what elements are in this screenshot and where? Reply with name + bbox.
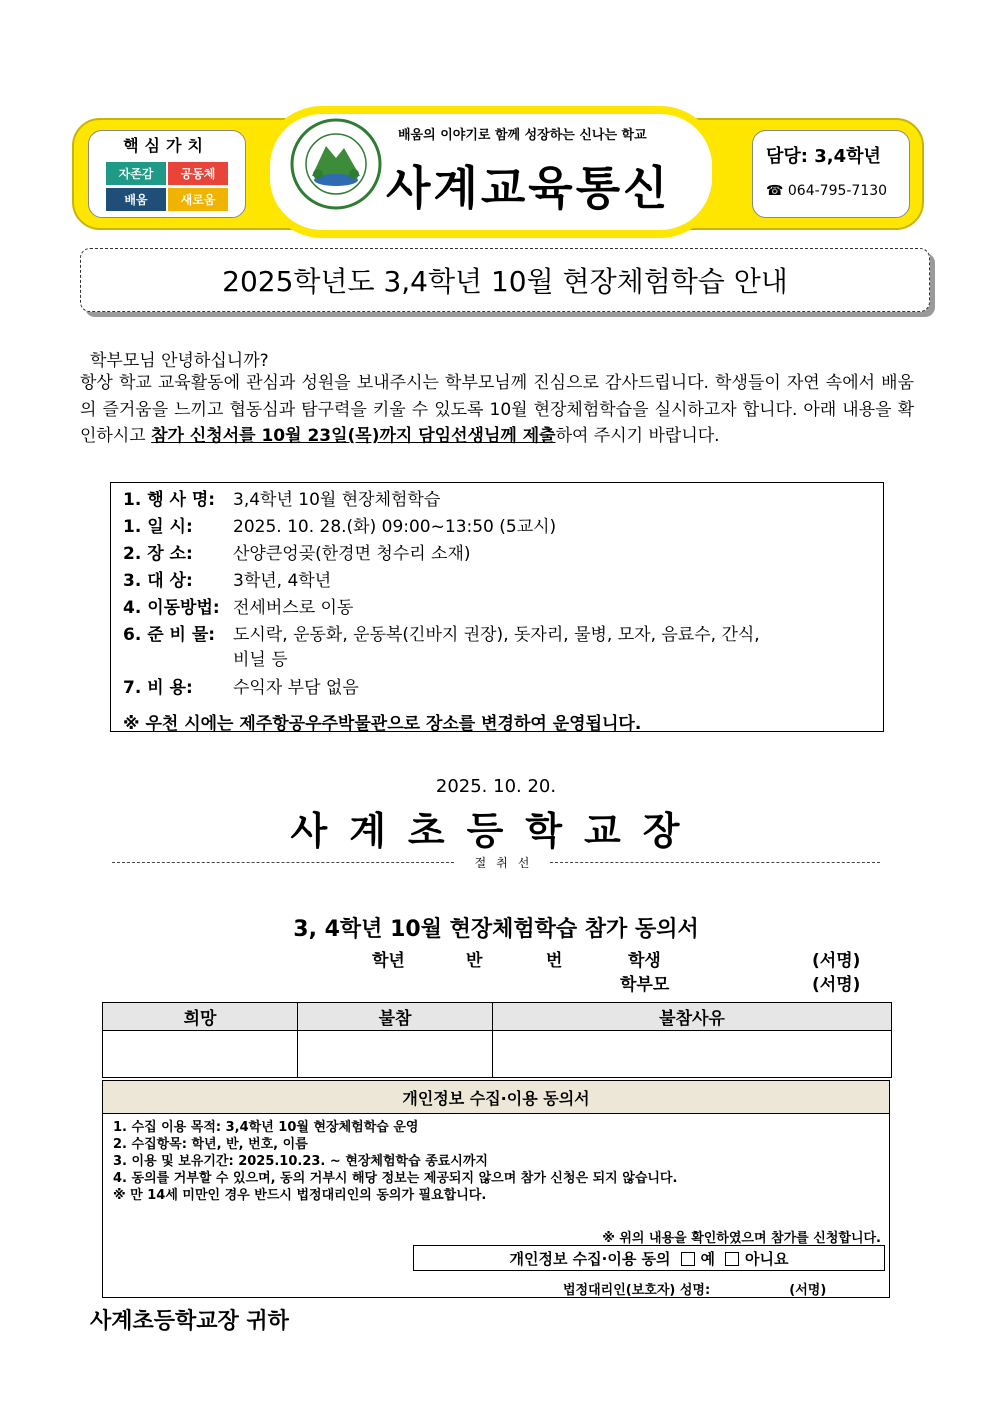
no-checkbox[interactable] <box>725 1252 739 1266</box>
col-wish: 희망 <box>103 1003 298 1031</box>
cell-absent-reason[interactable] <box>493 1031 892 1078</box>
parent-label: 학부모 <box>620 975 670 995</box>
privacy-item: 4. 동의를 거부할 수 있으며, 동의 거부시 해당 정보는 제공되지 않으며 참가 신청은 되지 않습니다. <box>113 1171 678 1186</box>
issue-date: 2025. 10. 20. <box>435 776 557 797</box>
notice-title: 2025학년도 3,4학년 10월 현장체험학습 안내 <box>80 248 930 312</box>
col-absent-reason: 불참사유 <box>493 1003 892 1031</box>
grade-label: 학년 <box>372 951 405 971</box>
info-row-place: 2. 장 소: 산양큰엉곶(한경면 청수리 소재) <box>123 544 471 564</box>
core-value-self-esteem: 자존감 <box>106 162 166 185</box>
guardian-sign[interactable]: (서명) <box>789 1283 827 1298</box>
attendance-table <box>102 1002 892 1078</box>
student-label: 학생 <box>628 951 661 971</box>
intro-deadline: 참가 신청서를 10월 23일(목)까지 담임선생님께 제출 <box>151 426 556 446</box>
core-value-learning: 배움 <box>106 188 166 211</box>
info-row-cost: 7. 비 용: 수익자 부담 없음 <box>123 678 359 698</box>
info-row-event: 1. 행 사 명: 3,4학년 10월 현장체험학습 <box>123 490 441 510</box>
addressee: 사계초등학교장 귀하 <box>90 1309 289 1334</box>
cut-label: 절취선 <box>474 856 540 870</box>
info-row-target: 3. 대 상: 3학년, 4학년 <box>123 571 332 591</box>
intro-text-1: 항상 학교 교육활동에 관심과 성원을 보내주시는 학부모님께 진심으로 감사드립니다. 학생들이 자연 속에서 배움의 즐거움을 느끼고 협동심과 탐구력을 키울 수 있도록 10월 현장체험학습을 실시하고자 합니다. 아래 내용을 확인하시고 <box>80 373 914 446</box>
guardian-sign-row <box>563 1279 826 1298</box>
privacy-agree-row <box>413 1245 885 1271</box>
core-value-community: 공동체 <box>168 162 228 185</box>
privacy-agree-label: 개인정보 수집·이용 동의 <box>509 1249 671 1268</box>
core-values-title: 핵심가치 <box>123 136 209 155</box>
guardian-label: 법정대리인(보호자) 성명: <box>563 1283 711 1298</box>
privacy-title: 개인정보 수집·이용 동의서 <box>103 1081 889 1114</box>
consent-form-title: 3, 4학년 10월 현장체험학습 참가 동의서 <box>293 917 699 942</box>
cell-wish[interactable] <box>103 1031 298 1078</box>
class-label: 반 <box>466 951 483 971</box>
info-row-supplies: 6. 준 비 물: 도시락, 운동화, 운동복(긴바지 권장), 돗자리, 물병, 모자, 음료수, 간식, <box>123 625 760 645</box>
parent-sign[interactable]: (서명) <box>812 975 861 995</box>
privacy-item: 1. 수집 이용 목적: 3,4학년 10월 현장체험학습 운영 <box>113 1120 419 1135</box>
info-row-supplies-cont: 비닐 등 <box>233 650 288 670</box>
intro-paragraph <box>80 370 914 450</box>
event-info-box <box>110 482 884 732</box>
number-label: 번 <box>546 951 563 971</box>
info-row-date: 1. 일 시: 2025. 10. 28.(화) 09:00~13:50 (5교시) <box>123 517 557 537</box>
school-logo <box>290 118 382 210</box>
agree-yes[interactable]: 예 <box>681 1248 716 1269</box>
col-absent: 불참 <box>298 1003 493 1031</box>
department: 담당: 3,4학년 <box>766 146 881 167</box>
core-value-novelty: 새로움 <box>168 188 228 211</box>
yes-checkbox[interactable] <box>681 1252 695 1266</box>
slogan: 배움의 이야기로 함께 성장하는 신나는 학교 <box>398 128 647 143</box>
privacy-item: ※ 만 14세 미만인 경우 반드시 법정대리인의 동의가 필요합니다. <box>113 1188 487 1203</box>
student-sign[interactable]: (서명) <box>812 951 861 971</box>
privacy-item: 2. 수집항목: 학년, 반, 번호, 이름 <box>113 1137 308 1152</box>
privacy-confirm: ※ 위의 내용을 확인하였으며 참가를 신청합니다. <box>602 1231 881 1246</box>
privacy-items <box>113 1119 677 1204</box>
phone-number: ☎ 064-795-7130 <box>766 183 888 199</box>
cell-absent[interactable] <box>298 1031 493 1078</box>
greeting: 학부모님 안녕하십니까? <box>90 351 269 371</box>
principal-name: 사계초등학교장 <box>290 809 702 853</box>
privacy-item: 3. 이용 및 보유기간: 2025.10.23. ~ 현장체험학습 종료시까지 <box>113 1154 488 1169</box>
rain-note: ※ 우천 시에는 제주항공우주박물관으로 장소를 변경하여 운영됩니다. <box>123 714 642 734</box>
newsletter-title: 사계교육통신 <box>386 161 671 215</box>
info-row-transport: 4. 이동방법: 전세버스로 이동 <box>123 598 354 618</box>
privacy-consent-box <box>102 1080 890 1298</box>
agree-no[interactable]: 아니요 <box>725 1248 788 1269</box>
intro-text-2: 하여 주시기 바랍니다. <box>555 426 720 446</box>
cut-line <box>112 854 880 870</box>
